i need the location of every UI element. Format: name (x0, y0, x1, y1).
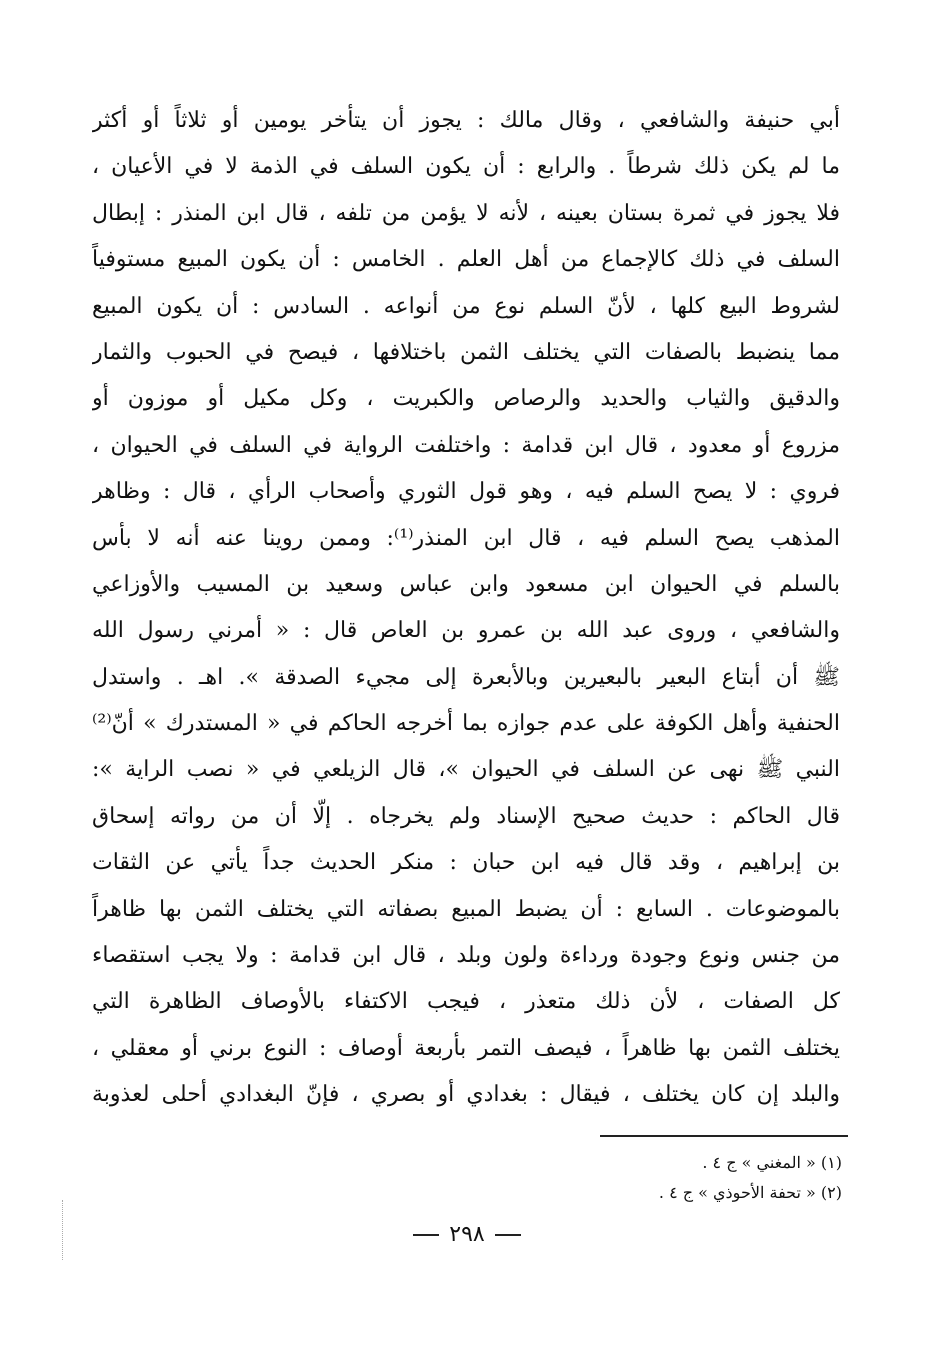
text-line: قال الحاكم : حديث صحيح الإسناد ولم يخرجاه . إلّا أن من رواته إسحاق (92, 803, 840, 829)
text-line: ﷺ أن أبتاع البعير بالبعيرين وبالأبعرة إلى مجيء الصدقة ». اهـ . واستدل (92, 664, 840, 690)
text-line: المذهب يصح السلم فيه ، قال ابن المنذر⁽¹⁾: وممن روينا عنه أنه لا بأس (92, 525, 840, 551)
scan-edge-marks (62, 1200, 65, 1260)
text-line: كل الصفات ، لأن ذلك متعذر ، فيجب الاكتفاء بالأوصاف الظاهرة التي (92, 989, 840, 1015)
text-line: السلف في ذلك كالإجماع من أهل العلم . الخامس : أن يكون المبيع مستوفياً (92, 247, 840, 273)
text-line: النبي ﷺ نهى عن السلف في الحيوان »، قال الزيلعي في « نصب الراية »: (92, 757, 840, 783)
footnote-2: (٢) « تحفة الأحوذي » ج ٤ . (658, 1183, 842, 1202)
text-line: والدقيق والثياب والحديد والرصاص والكبريت ، وكل مكيل أو موزون أو (92, 386, 840, 412)
page-number-value: ٢٩٨ (449, 1222, 485, 1247)
text-line: مما ينضبط بالصفات التي يختلف الثمن باختلافها ، فيصح في الحبوب والثمار (92, 339, 840, 365)
text-line: فروي : لا يصح السلم فيه ، وهو قول الثوري وأصحاب الرأي ، قال : وظاهر (92, 479, 840, 505)
text-line: يختلف الثمن بها ظاهراً ، فيصف التمر بأربعة أوصاف : النوع برني أو معقلي ، (92, 1035, 840, 1061)
page-number (0, 1222, 934, 1247)
page-number-dash-left (495, 1234, 521, 1236)
page-number-dash-right (413, 1234, 439, 1236)
main-text-block (92, 98, 840, 1119)
text-line: أبي حنيفة والشافعي ، وقال مالك : يجوز أن يتأخر يومين أو ثلاثاً أو أكثر (92, 108, 840, 133)
text-line: بن إبراهيم ، وقد قال فيه ابن حبان : منكر الحديث جداً يأتي عن الثقات (92, 850, 840, 876)
text-line: الحنفية وأهل الكوفة على عدم جوازه بما أخرجه الحاكم في « المستدرك » أنّ⁽²⁾ (92, 711, 840, 737)
text-line: بالموضوعات . السابع : أن يضبط المبيع بصفاته التي يختلف الثمن بها ظاهراً (92, 896, 840, 922)
text-line: ما لم يكن ذلك شرطاً . والرابع : أن يكون السلف في الذمة لا في الأعيان ، (92, 154, 840, 180)
text-line: لشروط البيع كلها ، لأنّ السلم نوع من أنواعه . السادس : أن يكون المبيع (92, 293, 840, 319)
text-line: بالسلم في الحيوان ابن مسعود وابن عباس وسعيد بن المسيب والأوزاعي (92, 571, 840, 597)
text-line: مزروع أو معدود ، قال ابن قدامة : واختلفت الرواية في السلف في الحيوان ، (92, 432, 840, 458)
footnote-1: (١) « المغني » ج ٤ . (702, 1153, 842, 1172)
text-line: والشافعي ، وروى عبد الله بن عمرو بن العاص قال : « أمرني رسول الله (92, 618, 840, 644)
text-line: من جنس ونوع وجودة ورداءة ولون وبلد ، قال ابن قدامة : ولا يجب استقصاء (92, 943, 840, 969)
footnote-separator (600, 1135, 848, 1137)
footnotes-block (422, 1148, 842, 1208)
text-line: والبلد إن كان يختلف ، فيقال : بغدادي أو بصري ، فإنّ البغدادي أحلى لعذوبة (92, 1082, 840, 1108)
text-line: فلا يجوز في ثمرة بستان بعينه ، لأنه لا يؤمن من تلفه ، قال ابن المنذر : إبطال (92, 200, 840, 226)
